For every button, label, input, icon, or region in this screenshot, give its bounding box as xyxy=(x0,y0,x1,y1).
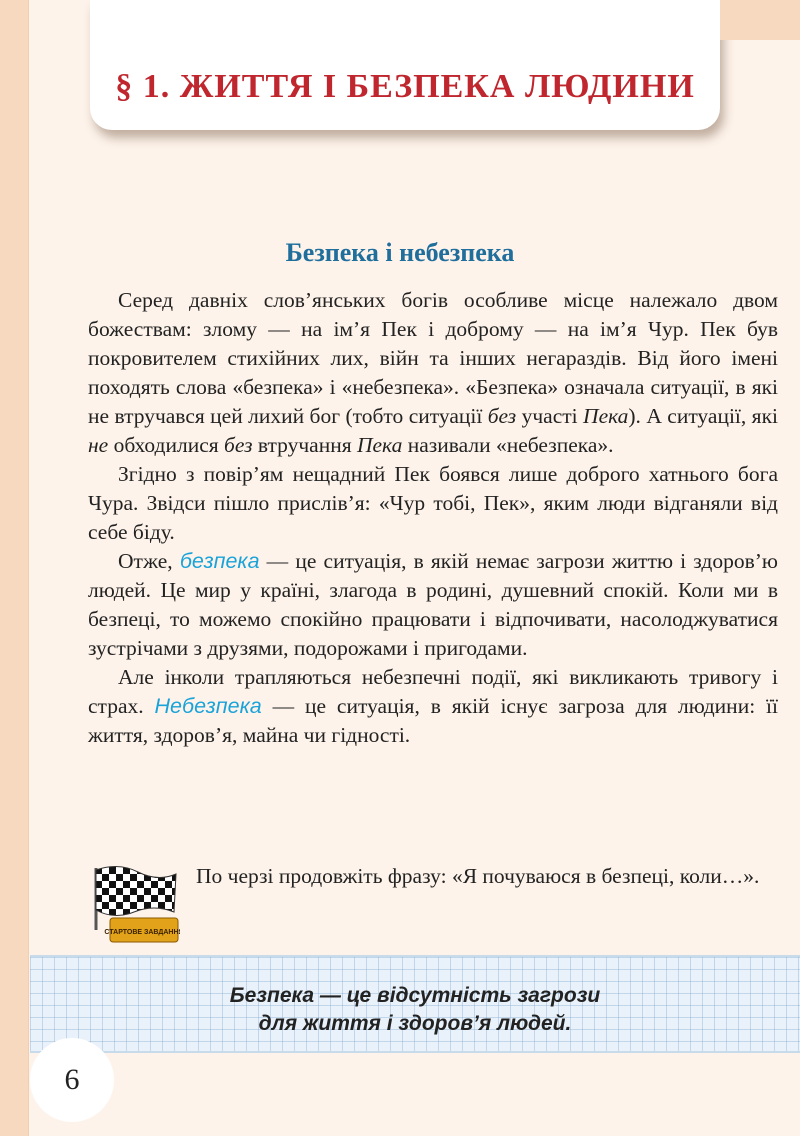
section-subtitle: Безпека і небезпека xyxy=(285,238,515,267)
svg-text:СТАРТОВЕ ЗАВДАННЯ: СТАРТОВЕ ЗАВДАННЯ xyxy=(104,929,180,936)
paragraph-3: Отже, безпека — це ситуація, в якій немає загрози життю і здоров’ю людей. Це мир у країні, злагода в родині, душевний спокій. Коли ми в безпеці, то можемо спокійно працювати і відпочивати, насолоджуватися зустрічами з друзями, подорожами і пригодами. xyxy=(88,549,778,660)
definition-line-2: для життя і здоров’я людей. xyxy=(258,1012,572,1035)
page-title: § 1. ЖИТТЯ І БЕЗПЕКА ЛЮДИНИ xyxy=(115,68,695,105)
paragraph-2: Згідно з повір’ям нещадний Пек боявся лише доброго хатнього бога Чура. Звідси пішло прислів’я: «Чур тобі, Пек», яким люди відганяли від себе біду. xyxy=(88,462,778,544)
paragraph-4: Але інколи трапляються небезпечні події, які викликають тривогу і страх. Небезпека — це ситуація, в якій існує загроза для людини: її життя, здоров’я, майна чи гідності. xyxy=(88,665,779,747)
body-text xyxy=(88,286,778,750)
paragraph-1: Серед давніх слов’янських богів особливе місце належало двом божествам: злому — на ім’я Пек і доброму — на ім’я Чур. Пек був покровителем стихійних лих, війн та інших негараздів. Від його імені походять слова «безпека» і «небезпека». «Безпека» означала ситуації, в які не втручався цей лихий бог (тобто ситуації без участі Пека). А ситуації, які не обходилися без втручання Пека називали «небезпека». xyxy=(88,288,778,457)
definition-text xyxy=(30,982,800,1038)
page-number: 6 xyxy=(30,1038,114,1122)
task-text: По черзі продовжіть фразу: «Я почуваюся в безпеці, коли…». xyxy=(196,864,760,888)
term-nebezpeka: Небезпека xyxy=(154,694,262,718)
title-card-corner xyxy=(720,0,800,40)
term-bezpeka: безпека xyxy=(179,549,260,573)
title-card xyxy=(90,0,720,130)
checkered-flag-icon xyxy=(88,860,180,948)
definition-line-1: Безпека — це відсутність загрози xyxy=(229,984,601,1007)
